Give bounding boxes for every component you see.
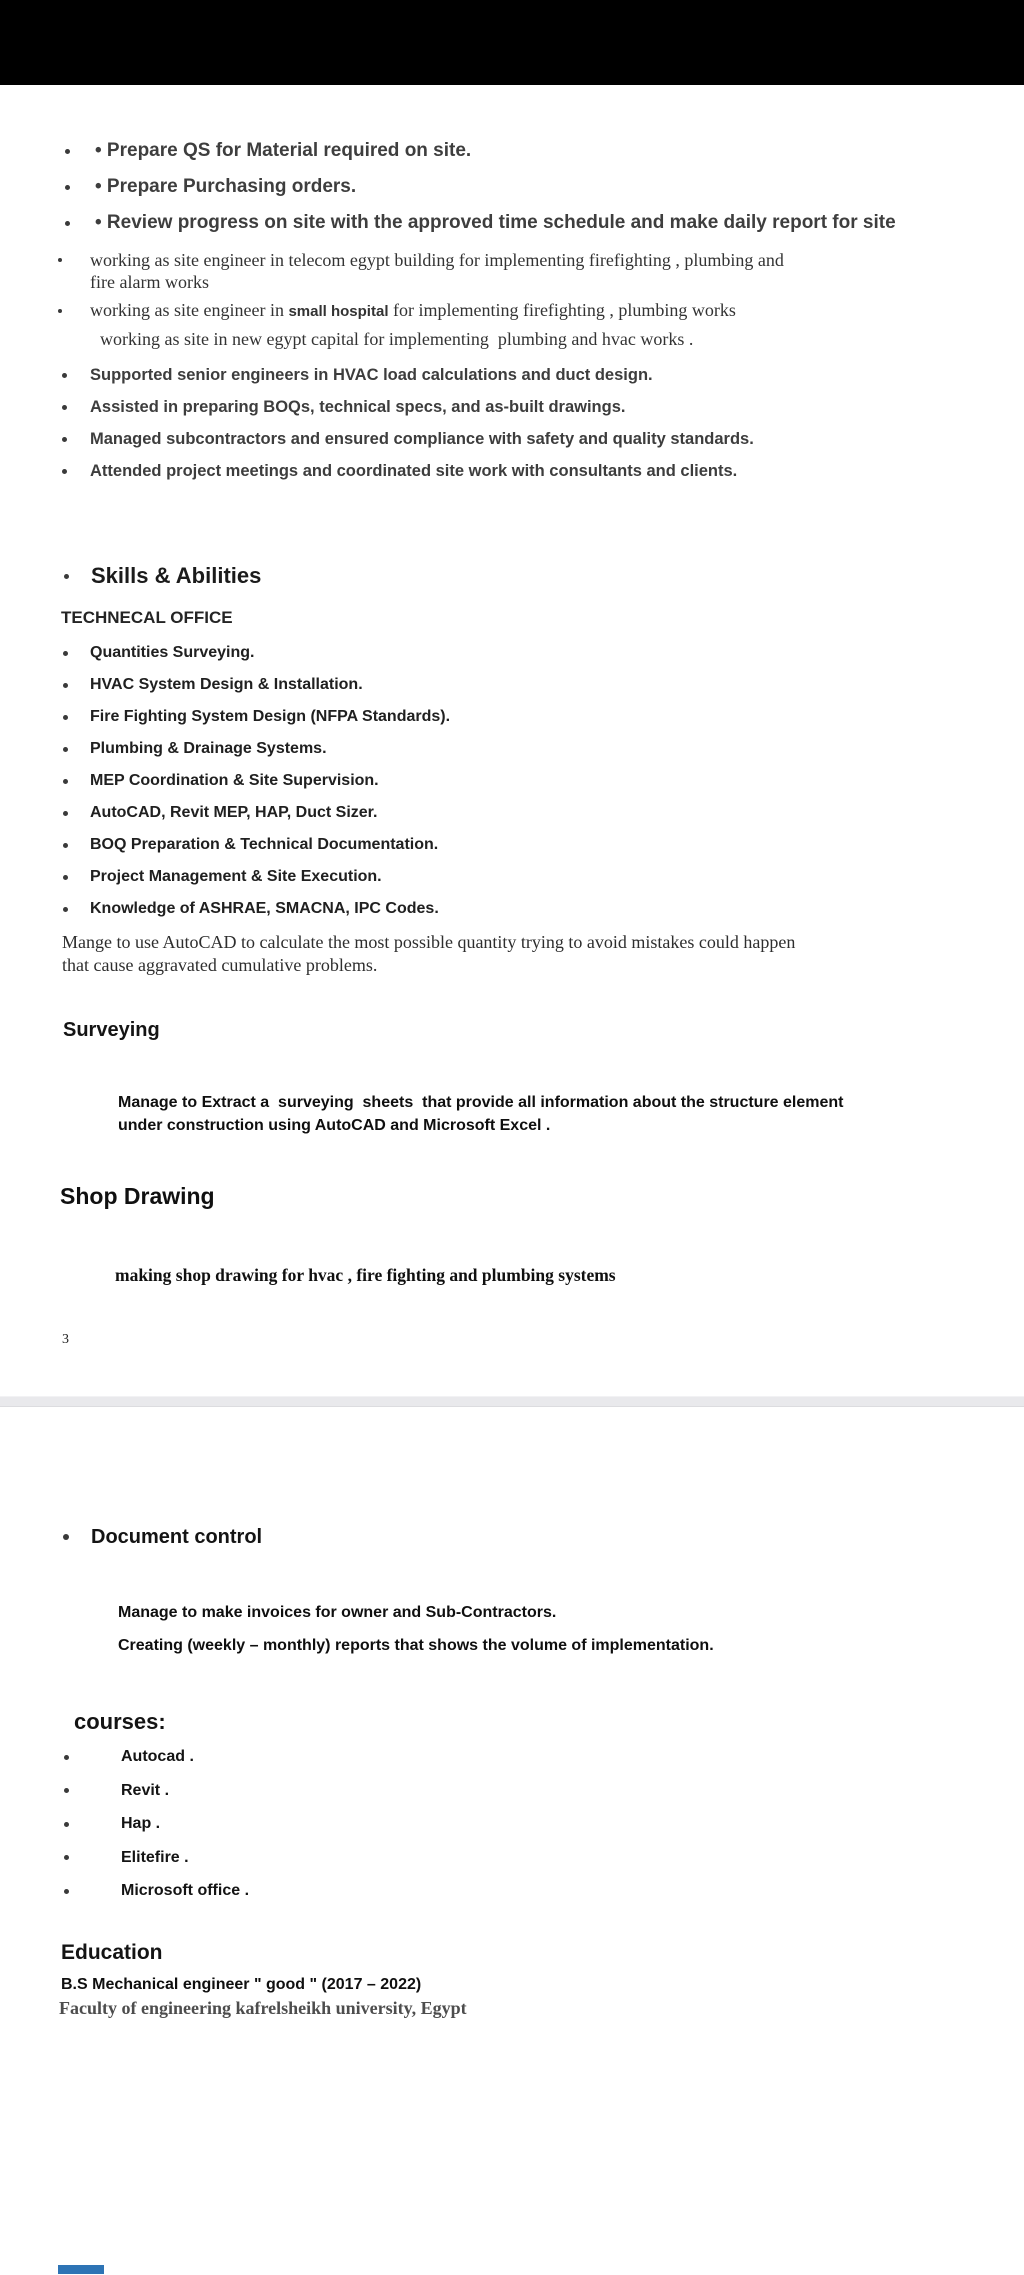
bullet-dot-icon [62,469,67,474]
skills-bullet-list [63,643,450,931]
list-item [63,643,450,663]
bullet-dot-icon [65,185,70,190]
support-item-text: Supported senior engineers in HVAC load calculations and duct design. [90,365,653,384]
duty-bullet-list [65,140,896,248]
bullet-dot-icon [64,1788,69,1793]
bullet-dot-icon [64,1889,69,1894]
bullet-dot-icon [63,843,68,848]
shop-drawing-heading: Shop Drawing [60,1183,215,1209]
list-item [65,140,896,162]
heading-row [64,561,261,591]
support-bullet-list [62,365,754,493]
skill-item-text: Project Management & Site Execution. [90,868,382,885]
list-item [58,300,784,322]
skill-item-text: Quantities Surveying. [90,644,255,661]
site-item-continuation: working as site in new egypt capital for implementing plumbing and hvac works . [100,329,694,349]
autocad-note-paragraph [62,931,982,977]
list-item [64,1780,249,1802]
list-item [62,429,754,449]
skills-heading-block [64,561,261,591]
list-item [62,461,754,481]
bullet-dot-icon [63,683,68,688]
course-item-text: Autocad . [121,1748,194,1765]
surveying-line: under construction using AutoCAD and Microsoft Excel . [118,1117,551,1134]
skill-item-text: HVAC System Design & Installation. [90,676,363,693]
site-item-text [90,299,736,323]
site-item-post: for implementing firefighting , plumbing works [388,300,736,320]
site-item-text: working as site engineer in telecom egypt building for implementing firefighting , plumbing and [90,250,784,270]
site-item-highlight: small hospital [288,303,389,320]
bullet-dot-icon [63,747,68,752]
bullet-dot-icon [62,373,67,378]
bullet-dot-icon [64,1855,69,1860]
skill-item-text: AutoCAD, Revit MEP, HAP, Duct Sizer. [90,804,378,821]
bullet-dot-icon [58,258,62,262]
note-line: that cause aggravated cumulative problems. [62,955,378,975]
list-item [58,249,784,271]
support-item-text: Assisted in preparing BOQs, technical specs, and as-built drawings. [90,397,626,416]
skill-item-text: Knowledge of ASHRAE, SMACNA, IPC Codes. [90,900,439,917]
bullet-dot-icon [63,811,68,816]
bullet-dot-icon [62,405,67,410]
list-item [65,212,896,234]
list-item [64,1813,249,1835]
education-heading: Education [61,1941,163,1964]
list-item [64,1847,249,1869]
bullet-dot-icon [62,437,67,442]
page-break-divider [0,1396,1024,1407]
shop-drawing-paragraph: making shop drawing for hvac , fire fighting and plumbing systems [115,1265,616,1285]
list-item [63,771,450,791]
list-item [63,835,450,855]
list-item [63,899,450,919]
course-item-text: Elitefire . [121,1848,189,1866]
bullet-dot-icon [63,779,68,784]
skills-heading: Skills & Abilities [91,563,262,588]
skill-item-text: BOQ Preparation & Technical Documentation. [90,836,439,853]
education-degree: B.S Mechanical engineer " good " (2017 – 2022) [61,1976,422,1993]
list-item [62,365,754,385]
bullet-dot-icon [64,574,69,579]
document-control-line: Creating (weekly – monthly) reports that shows the volume of implementation. [118,1637,714,1654]
surveying-heading: Surveying [63,1019,160,1041]
list-item [63,675,450,695]
list-item [64,1746,249,1768]
site-experience-list [58,249,784,350]
course-item-text: Revit . [121,1781,170,1799]
support-item-text: Attended project meetings and coordinated site work with consultants and clients. [90,461,738,480]
surveying-paragraph [118,1091,844,1137]
bullet-dot-icon [65,149,70,154]
duty-item-text: • Prepare Purchasing orders. [95,176,357,197]
bullet-dot-icon [63,715,68,720]
bullet-dot-icon [63,907,68,912]
list-item [63,867,450,887]
bullet-dot-icon [63,651,68,656]
education-school: Faculty of engineering kafrelsheikh university, Egypt [59,1998,467,2018]
bullet-dot-icon [64,1755,69,1760]
course-item-text: Microsoft office . [121,1882,250,1899]
document-control-heading-block [63,1523,262,1551]
duty-item-text: • Prepare QS for Material required on site. [95,140,472,161]
bullet-dot-icon [65,221,70,226]
list-item [63,803,450,823]
site-item-text-wrap: fire alarm works [90,272,209,292]
course-item-text: Hap . [121,1815,161,1832]
bullet-dot-icon [58,309,62,313]
list-item [63,707,450,727]
page-number: 3 [62,1332,69,1347]
skill-item-text: MEP Coordination & Site Supervision. [90,772,379,789]
skill-item-text: Plumbing & Drainage Systems. [90,740,327,757]
duty-item-text: • Review progress on site with the approved time schedule and make daily report for site [95,212,896,233]
support-item-text: Managed subcontractors and ensured compliance with safety and quality standards. [90,429,754,448]
bullet-dot-icon [63,875,68,880]
note-line: Mange to use AutoCAD to calculate the most possible quantity trying to avoid mistakes could happen [62,932,796,952]
list-item [62,397,754,417]
site-item-pre: working as site engineer in [90,300,289,320]
courses-bullet-list [64,1746,249,1914]
bullet-dot-icon [63,1534,69,1540]
list-item [65,176,896,198]
courses-heading: courses: [74,1709,166,1734]
document-control-line: Manage to make invoices for owner and Sub-Contractors. [118,1604,557,1621]
bottom-blue-accent-bar [58,2265,104,2274]
skill-item-text: Fire Fighting System Design (NFPA Standards). [90,708,451,725]
surveying-line: Manage to Extract a surveying sheets that provide all information about the structure element [118,1094,844,1111]
technical-office-subheading: TECHNECAL OFFICE [61,608,233,627]
top-black-banner [0,0,1024,85]
list-item [64,1880,249,1902]
list-item [63,739,450,759]
heading-row [63,1523,262,1551]
document-control-heading: Document control [91,1525,263,1548]
bullet-dot-icon [64,1822,69,1827]
